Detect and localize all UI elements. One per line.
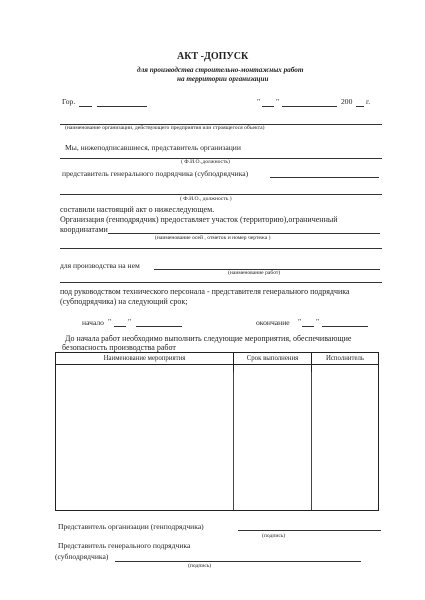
date-year-blank[interactable] [356,106,364,107]
end-month-blank[interactable] [322,326,368,327]
city-short-blank[interactable] [79,106,92,107]
act-line2: Организация (генподрядчик) предоставляет участок (территорию),ограниченный [60,215,338,224]
supervision-line2: (субподрядчика) на следующий срок; [60,297,188,306]
date-year-suffix: г. [366,97,371,106]
deadline-cell[interactable] [234,365,312,511]
end-quote-open: " [298,317,302,326]
end-label: окончание [256,318,290,327]
executor-cell[interactable] [312,365,379,511]
signature-contractor-blank[interactable] [115,561,361,562]
column-header-deadline: Срок выполнения [234,353,312,365]
date-quote-open: " [257,97,261,106]
document-title: АКТ -ДОПУСК [177,51,249,62]
start-label: начало [82,318,104,327]
intro-text: Мы, нижеподписавшиеся, представитель организации [65,143,241,152]
measures-table [55,352,379,511]
column-header-measure: Наименование мероприятия [56,353,234,365]
supervision-line1: под руководством технического персонала - представителя генерального подрядчика [60,287,350,296]
signature-contractor-label2: (субподрядчика) [55,552,109,561]
column-header-executor: Исполнитель [312,353,379,365]
document-subtitle-line2: на территории организации [177,75,269,83]
org-rep-hint: ( Ф.И.О.,должность) [181,159,230,165]
signature-org-label: Представитель организации (генподрядчика) [58,522,204,531]
org-hint: (наименование организации, действующего предприятия или строящегося объекта) [65,125,265,131]
contractor-rep-blank[interactable] [270,177,379,178]
work-label: для производства на нем [60,261,140,270]
measures-intro-line2: безопасность производства работ [62,343,176,352]
column-divider-mark [311,372,312,510]
end-quote-close: " [316,317,320,326]
contractor-label: представитель генерального подрядчика (субподрядчика) [62,169,249,178]
measure-cell[interactable] [56,365,234,511]
date-day-blank[interactable] [262,106,274,107]
column-divider-mark [233,372,234,510]
contractor-rep-blank-2[interactable] [60,194,382,195]
document-subtitle-line1: для производства строительно-монтажных работ [137,66,304,74]
date-year-prefix: 200 [341,97,353,106]
signature-contractor-hint: (подпись) [188,563,212,569]
act-line3: координатами [60,225,108,234]
city-prefix: Гор. [62,97,76,106]
work-blank-2[interactable] [60,282,382,283]
date-quote-close: " [276,97,280,106]
work-hint: (наименование работ) [228,270,281,276]
signature-org-hint: (подпись) [262,533,286,539]
signature-org-blank[interactable] [238,530,381,531]
contractor-hint: ( Ф.И.О., должность ) [180,196,232,202]
measures-intro-line1: До начала работ необходимо выполнить следующие мероприятия, обеспечивающие [65,334,352,343]
start-quote-open: " [108,317,112,326]
measures-header-row [56,353,379,365]
start-day-blank[interactable] [114,326,126,327]
measures-body-row[interactable] [56,365,379,511]
date-month-blank[interactable] [282,106,337,107]
coordinates-blank-2[interactable] [60,248,382,249]
start-quote-close: " [128,317,132,326]
signature-contractor-label1: Представитель генерального подрядчика [58,541,191,550]
start-month-blank[interactable] [136,326,182,327]
city-blank[interactable] [97,106,147,107]
coordinates-hint: (наименование осей , отметок и номер чертежа ) [155,235,271,241]
coordinates-blank[interactable] [108,233,380,234]
act-line1: составили настоящий акт о нижеследующем. [60,205,215,214]
end-day-blank[interactable] [302,326,314,327]
